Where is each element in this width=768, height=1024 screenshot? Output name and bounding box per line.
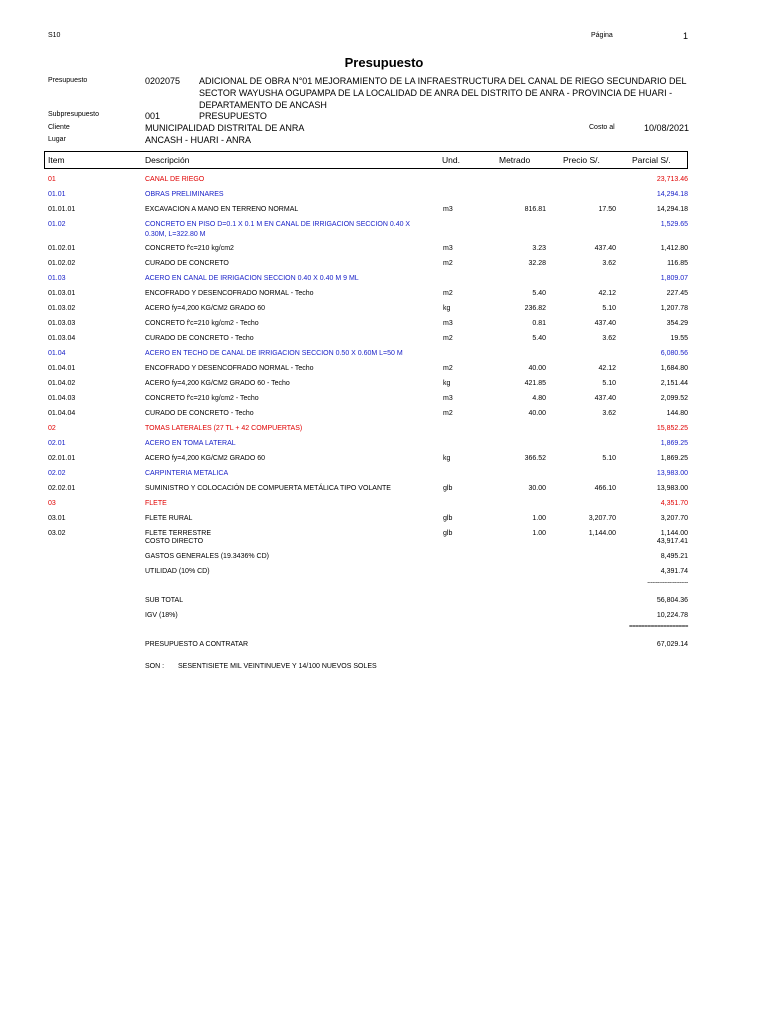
row-description: EXCAVACION A MANO EN TERRENO NORMAL [145, 206, 299, 213]
table-row [0, 500, 768, 514]
row-metrado: 236.82 [524, 305, 546, 312]
row-precio: 5.10 [602, 305, 616, 312]
subtotal-label: SUB TOTAL [145, 597, 184, 604]
equals-separator: =================== [629, 624, 688, 630]
gastos-generales-value: 8,495.21 [660, 553, 688, 560]
row-description: CURADO DE CONCRETO - Techo [145, 410, 254, 417]
row-parcial: 1,869.25 [660, 440, 688, 447]
row-item-code: 01.01 [48, 191, 66, 198]
row-metrado: 3.23 [532, 245, 546, 252]
row-item-code: 01.04.04 [48, 410, 76, 417]
row-item-code: 01.02.02 [48, 260, 76, 267]
row-item-code: 01.01.01 [48, 206, 76, 213]
column-parcial: Parcial S/. [632, 155, 671, 165]
table-row [0, 380, 768, 394]
row-precio: 3.62 [602, 260, 616, 267]
row-parcial: 6,080.56 [660, 350, 688, 357]
row-unit: m3 [443, 245, 453, 252]
son-label: SON : [145, 663, 165, 670]
page-number: 1 [683, 31, 689, 41]
table-row [0, 245, 768, 259]
row-metrado: 1.00 [532, 515, 546, 522]
row-unit: glb [443, 530, 453, 537]
row-unit: glb [443, 515, 453, 522]
row-unit: m2 [443, 410, 453, 417]
row-description: FLETE [145, 500, 167, 507]
s10-label: S10 [48, 32, 61, 39]
row-precio: 3.62 [602, 410, 616, 417]
page-title: Presupuesto [344, 55, 424, 70]
lugar-value: ANCASH - HUARI - ANRA [145, 135, 252, 145]
igv-label: IGV (18%) [145, 612, 178, 619]
row-metrado: 32.28 [528, 260, 546, 267]
table-row [0, 440, 768, 454]
costo-date: 10/08/2021 [644, 123, 690, 133]
row-parcial: 15,852.25 [656, 425, 688, 432]
row-description: ACERO fy=4,200 KG/CM2 GRADO 60 - Techo [145, 380, 290, 387]
row-unit: m2 [443, 260, 453, 267]
subpresupuesto-label: Subpresupuesto [48, 111, 99, 118]
row-unit: m2 [443, 365, 453, 372]
row-description: ACERO EN TECHO DE CANAL DE IRRIGACION SECCION 0.50 X 0.60M L=50 M [145, 350, 403, 357]
row-metrado: 5.40 [532, 290, 546, 297]
table-row [0, 425, 768, 439]
table-row [0, 515, 768, 529]
table-row [0, 290, 768, 304]
row-precio: 437.40 [594, 245, 616, 252]
row-item-code: 02.01 [48, 440, 66, 447]
row-unit: kg [443, 455, 451, 462]
costo-al-label: Costo al [589, 124, 615, 131]
row-metrado: 30.00 [528, 485, 546, 492]
cliente-value: MUNICIPALIDAD DISTRITAL DE ANRA [145, 123, 305, 133]
table-row [0, 455, 768, 469]
table-row [0, 335, 768, 349]
row-description: CURADO DE CONCRETO - Techo [145, 335, 254, 342]
row-description: CONCRETO f'c=210 kg/cm2 - Techo [145, 395, 259, 402]
row-description: ACERO fy=4,200 KG/CM2 GRADO 60 [145, 305, 266, 312]
row-item-code: 01.03 [48, 275, 66, 282]
row-item-code: 03.01 [48, 515, 66, 522]
row-parcial: 1,869.25 [660, 455, 688, 462]
row-description: OBRAS PRELIMINARES [145, 191, 224, 198]
row-parcial: 116.85 [667, 260, 688, 267]
presupuesto-contratar-label: PRESUPUESTO A CONTRATAR [145, 641, 249, 648]
row-item-code: 02.01.01 [48, 455, 76, 462]
row-precio: 1,144.00 [588, 530, 616, 537]
row-description: ENCOFRADO Y DESENCOFRADO NORMAL - Techo [145, 365, 314, 372]
row-description: CONCRETO f'c=210 kg/cm2 [145, 245, 234, 252]
presupuesto-desc-line1: ADICIONAL DE OBRA N°01 MEJORAMIENTO DE LA INFRAESTRUCTURA DEL CANAL DE RIEGO SECUNDARIO DEL [199, 76, 687, 86]
row-unit: kg [443, 305, 451, 312]
row-item-code: 01.04.03 [48, 395, 76, 402]
row-parcial: 1,809.07 [660, 275, 688, 282]
column-und: Und. [442, 155, 460, 165]
row-item-code: 01.03.03 [48, 320, 76, 327]
row-parcial: 13,983.00 [656, 470, 688, 477]
row-parcial: 4,351.70 [660, 500, 688, 507]
row-description: CANAL DE RIEGO [145, 176, 205, 183]
row-parcial: 13,983.00 [656, 485, 688, 492]
subtotal-value: 56,804.36 [656, 597, 688, 604]
row-item-code: 03 [48, 500, 56, 507]
row-item-code: 01.03.02 [48, 305, 76, 312]
row-precio: 17.50 [598, 206, 616, 213]
column-metrado: Metrado [499, 155, 531, 165]
row-parcial: 19.55 [670, 335, 688, 342]
row-parcial: 354.29 [666, 320, 688, 327]
row-parcial: 227.45 [666, 290, 688, 297]
row-unit: m3 [443, 206, 453, 213]
row-description: SUMINISTRO Y COLOCACIÓN DE COMPUERTA METÁLICA TIPO VOLANTE [145, 485, 391, 492]
table-row [0, 320, 768, 334]
utilidad-label: UTILIDAD (10% CD) [145, 568, 210, 575]
column-item: Item [48, 155, 65, 165]
row-parcial: 2,151.44 [660, 380, 688, 387]
row-precio: 437.40 [594, 320, 616, 327]
row-precio: 42.12 [598, 290, 616, 297]
page-label: Página [591, 32, 613, 39]
row-item-code: 01.03.01 [48, 290, 76, 297]
row-item-code: 01.04 [48, 350, 66, 357]
table-row [0, 305, 768, 319]
row-parcial: 23,713.46 [656, 176, 688, 183]
row-description: CONCRETO EN PISO D=0.1 X 0.1 M EN CANAL DE IRRIGACION SECCION 0.40 X [145, 221, 411, 228]
table-row [0, 350, 768, 364]
son-amount-words: SESENTISIETE MIL VEINTINUEVE Y 14/100 NUEVOS SOLES [178, 663, 377, 670]
table-row [0, 410, 768, 424]
row-description: FLETE RURAL [145, 515, 193, 522]
row-metrado: 4.80 [532, 395, 546, 402]
table-row [0, 176, 768, 190]
gastos-generales-label: GASTOS GENERALES (19.3436% CD) [145, 553, 269, 560]
presupuesto-desc-line3: DEPARTAMENTO DE ANCASH [199, 100, 327, 110]
presupuesto-desc-line2: SECTOR WAYUSHA OGUPAMPA DE LA LOCALIDAD DE ANRA DEL DISTRITO DE ANRA - PROVINCIA DE HUARI - [199, 88, 673, 98]
subpresupuesto-code: 001 [145, 111, 161, 121]
row-item-code: 01.03.04 [48, 335, 76, 342]
row-precio: 42.12 [598, 365, 616, 372]
row-parcial: 14,294.18 [656, 191, 688, 198]
table-row [0, 191, 768, 205]
subpresupuesto-name: PRESUPUESTO [199, 111, 267, 121]
row-item-code: 01 [48, 176, 56, 183]
row-parcial: 144.80 [666, 410, 688, 417]
row-precio: 5.10 [602, 455, 616, 462]
row-metrado: 40.00 [528, 365, 546, 372]
row-precio: 466.10 [594, 485, 616, 492]
row-metrado: 0.81 [532, 320, 546, 327]
row-item-code: 01.04.02 [48, 380, 76, 387]
column-descripcion: Descripción [145, 155, 190, 165]
costo-directo-label: COSTO DIRECTO [145, 538, 204, 545]
row-description: CARPINTERIA METALICA [145, 470, 229, 477]
row-item-code: 03.02 [48, 530, 66, 537]
table-row [0, 470, 768, 484]
row-unit: kg [443, 380, 451, 387]
row-description: TOMAS LATERALES (27 TL + 42 COMPUERTAS) [145, 425, 303, 432]
row-parcial: 1,144.00 [660, 530, 688, 537]
row-parcial: 1,529.65 [660, 221, 688, 228]
row-description: ENCOFRADO Y DESENCOFRADO NORMAL - Techo [145, 290, 314, 297]
table-row [0, 206, 768, 220]
row-parcial: 1,684.80 [660, 365, 688, 372]
row-description: CURADO DE CONCRETO [145, 260, 229, 267]
row-description: CONCRETO f'c=210 kg/cm2 - Techo [145, 320, 259, 327]
row-description-continued: 0.30M, L=322.80 M [145, 231, 206, 238]
row-item-code: 01.02.01 [48, 245, 76, 252]
row-precio: 5.10 [602, 380, 616, 387]
row-parcial: 1,412.80 [660, 245, 688, 252]
costo-directo-value: 43,917.41 [656, 538, 688, 545]
row-unit: m2 [443, 335, 453, 342]
row-parcial: 14,294.18 [656, 206, 688, 213]
row-item-code: 02.02.01 [48, 485, 76, 492]
table-row [0, 365, 768, 379]
row-metrado: 366.52 [524, 455, 546, 462]
row-metrado: 816.81 [524, 206, 546, 213]
dash-separator: ------------------------ [647, 580, 688, 586]
table-row [0, 395, 768, 409]
row-item-code: 01.02 [48, 221, 66, 228]
row-metrado: 40.00 [528, 410, 546, 417]
row-item-code: 01.04.01 [48, 365, 76, 372]
row-unit: glb [443, 485, 453, 492]
row-precio: 437.40 [594, 395, 616, 402]
row-precio: 3.62 [602, 335, 616, 342]
table-row [0, 260, 768, 274]
row-parcial: 2,099.52 [660, 395, 688, 402]
row-metrado: 1.00 [532, 530, 546, 537]
row-description: ACERO fy=4,200 KG/CM2 GRADO 60 [145, 455, 266, 462]
row-description: FLETE TERRESTRE [145, 530, 211, 537]
presupuesto-code: 0202075 [145, 76, 181, 86]
column-precio: Precio S/. [563, 155, 600, 165]
row-metrado: 5.40 [532, 335, 546, 342]
row-item-code: 02 [48, 425, 56, 432]
row-unit: m3 [443, 395, 453, 402]
utilidad-value: 4,391.74 [660, 568, 688, 575]
row-description: ACERO EN CANAL DE IRRIGACION SECCION 0.40 X 0.40 M 9 ML [145, 275, 359, 282]
row-unit: m3 [443, 320, 453, 327]
table-row [0, 221, 768, 238]
row-parcial: 1,207.78 [660, 305, 688, 312]
row-description: ACERO EN TOMA LATERAL [145, 440, 236, 447]
row-item-code: 02.02 [48, 470, 66, 477]
row-unit: m2 [443, 290, 453, 297]
table-row [0, 485, 768, 499]
igv-value: 10,224.78 [656, 612, 688, 619]
row-precio: 3,207.70 [588, 515, 616, 522]
presupuesto-contratar-value: 67,029.14 [656, 641, 688, 648]
row-parcial: 3,207.70 [660, 515, 688, 522]
cliente-label: Cliente [48, 124, 70, 131]
presupuesto-label: Presupuesto [48, 77, 88, 84]
table-row [0, 275, 768, 289]
table-row [0, 530, 768, 544]
lugar-label: Lugar [48, 136, 66, 143]
row-metrado: 421.85 [524, 380, 546, 387]
